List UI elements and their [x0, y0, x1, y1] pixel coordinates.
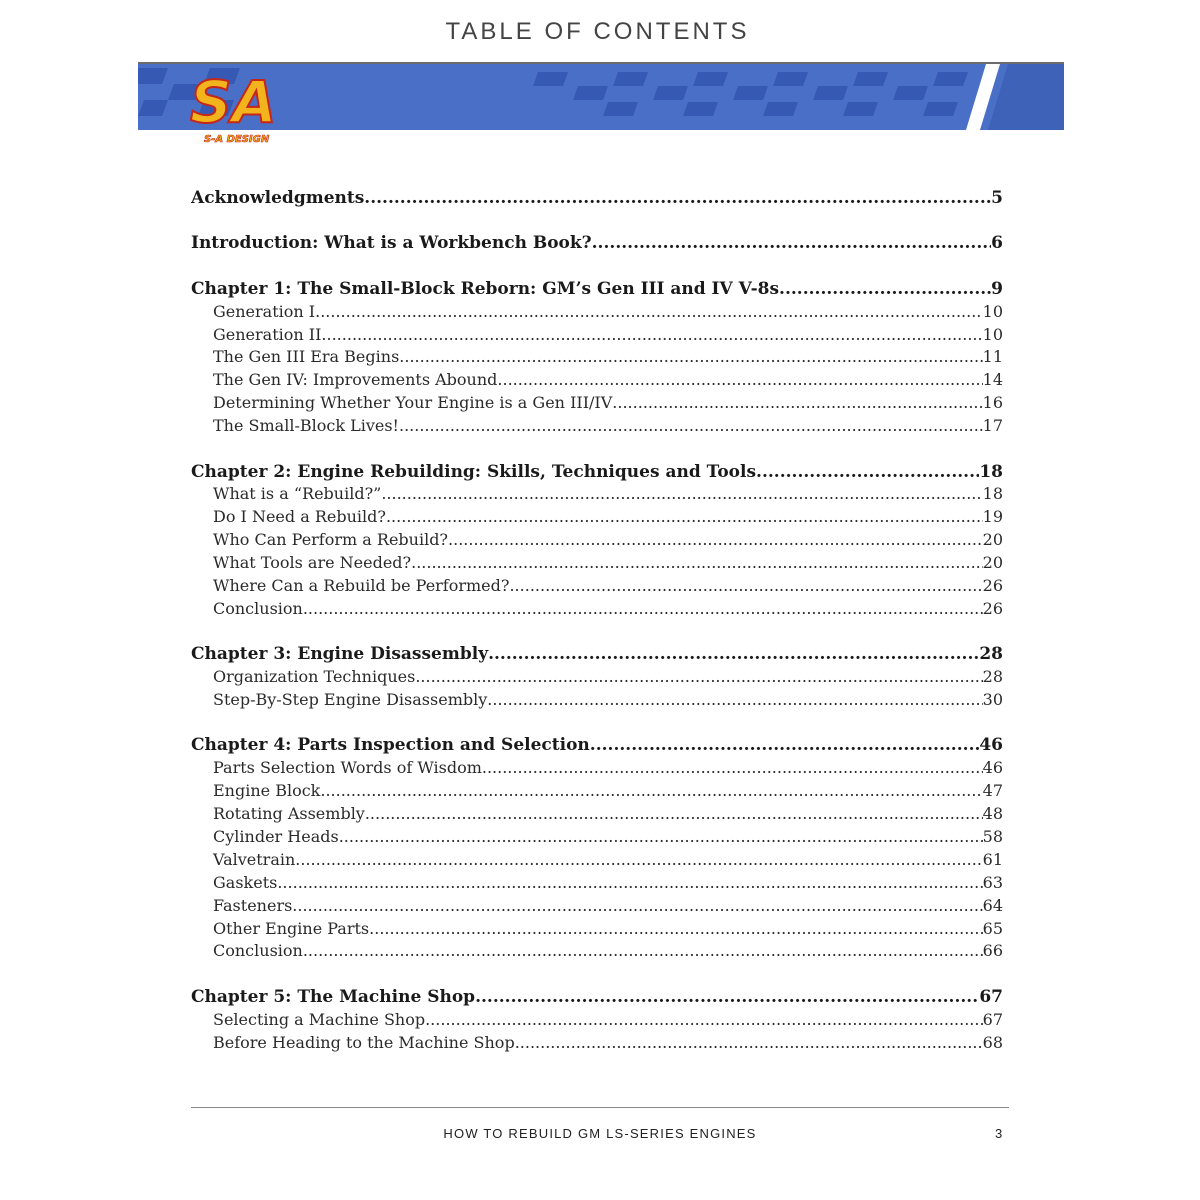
table-of-contents	[191, 188, 1003, 1078]
toc-chapter-entry[interactable]	[191, 987, 1003, 1010]
toc-entry-title: Chapter 2: Engine Rebuilding: Skills, Techniques and Tools	[191, 461, 757, 482]
banner-graphic	[138, 62, 1064, 144]
dot-leader	[756, 462, 979, 482]
dot-leader	[487, 690, 982, 709]
toc-page-number: 26	[982, 598, 1003, 618]
dot-leader	[592, 233, 992, 253]
dot-leader	[475, 987, 979, 1007]
toc-chapter-entry[interactable]	[191, 188, 1003, 211]
toc-entry-title: Conclusion	[213, 598, 303, 618]
toc-entry-title: What is a “Rebuild?”	[213, 484, 382, 504]
dot-leader	[365, 804, 983, 823]
toc-page-number: 48	[982, 804, 1003, 824]
dot-leader	[612, 393, 982, 412]
toc-entry-title: Gaskets	[213, 872, 278, 892]
toc-entry-title: Parts Selection Words of Wisdom	[213, 758, 482, 778]
toc-page-number: 65	[982, 918, 1003, 938]
toc-entry-title: Chapter 1: The Small-Block Reborn: GM’s Gen III and IV V-8s	[191, 278, 780, 299]
toc-subentry[interactable]	[191, 484, 1003, 507]
toc-page-number: 26	[982, 575, 1003, 595]
toc-entry-title: Chapter 5: The Machine Shop	[191, 986, 476, 1007]
toc-chapter-entry[interactable]	[191, 233, 1003, 256]
toc-page-number: 20	[982, 553, 1003, 573]
toc-entry-title: Fasteners	[213, 895, 293, 915]
toc-page-number: 9	[991, 278, 1003, 299]
toc-entry-title: Step-By-Step Engine Disassembly	[213, 690, 488, 710]
toc-entry-title: Generation I	[213, 301, 316, 321]
dot-leader	[482, 758, 983, 777]
toc-entry-title: Organization Techniques	[213, 667, 416, 687]
dot-leader	[509, 576, 982, 595]
toc-entry-title: Cylinder Heads	[213, 826, 339, 846]
dot-leader	[277, 873, 982, 892]
toc-page-number: 46	[982, 758, 1003, 778]
toc-subentry[interactable]	[191, 850, 1003, 873]
toc-page-number: 10	[982, 324, 1003, 344]
toc-entry-title: The Gen III Era Begins	[213, 347, 400, 367]
toc-entry-title: Conclusion	[213, 941, 303, 961]
toc-subentry[interactable]	[191, 302, 1003, 325]
toc-subentry[interactable]	[191, 804, 1003, 827]
toc-entry-title: Chapter 3: Engine Disassembly	[191, 644, 489, 665]
toc-page-number: 18	[979, 461, 1003, 482]
toc-entry-title: Who Can Perform a Rebuild?	[213, 530, 449, 550]
toc-chapter-entry[interactable]	[191, 644, 1003, 667]
toc-subentry[interactable]	[191, 530, 1003, 553]
dot-leader	[369, 919, 983, 938]
toc-subentry[interactable]	[191, 941, 1003, 964]
dot-leader	[381, 484, 982, 503]
dot-leader	[448, 530, 983, 549]
toc-subentry[interactable]	[191, 919, 1003, 942]
toc-page-number: 58	[982, 826, 1003, 846]
toc-subentry[interactable]	[191, 576, 1003, 599]
toc-entry-title: Chapter 4: Parts Inspection and Selection	[191, 735, 590, 756]
logo-text: SA	[190, 68, 277, 136]
dot-leader	[497, 370, 982, 389]
dot-leader	[590, 735, 980, 755]
toc-entry-title: Other Engine Parts	[213, 918, 370, 938]
toc-page-number: 67	[979, 986, 1003, 1007]
toc-page-number: 68	[982, 1032, 1003, 1052]
toc-section	[191, 987, 1003, 1056]
toc-entry-title: Introduction: What is a Workbench Book?	[191, 233, 592, 254]
toc-subentry[interactable]	[191, 896, 1003, 919]
toc-page-number: 10	[982, 301, 1003, 321]
toc-page-number: 6	[991, 233, 1003, 254]
toc-page-number: 67	[982, 1009, 1003, 1029]
dot-leader	[399, 416, 983, 435]
toc-subentry[interactable]	[191, 1033, 1003, 1056]
toc-entry-title: Where Can a Rebuild be Performed?	[213, 575, 510, 595]
toc-subentry[interactable]	[191, 370, 1003, 393]
toc-chapter-entry[interactable]	[191, 279, 1003, 302]
toc-page-number: 20	[982, 530, 1003, 550]
toc-chapter-entry[interactable]	[191, 735, 1003, 758]
page-title: TABLE OF CONTENTS	[445, 18, 750, 45]
footer-page-number: 3	[995, 1126, 1003, 1141]
toc-entry-title: Determining Whether Your Engine is a Gen III/IV	[213, 393, 613, 413]
dot-leader	[411, 553, 983, 572]
toc-subentry[interactable]	[191, 781, 1003, 804]
dot-leader	[339, 827, 983, 846]
toc-page-number: 66	[982, 941, 1003, 961]
toc-entry-title: Do I Need a Rebuild?	[213, 507, 386, 527]
dot-leader	[779, 279, 991, 299]
dot-leader	[415, 667, 982, 686]
toc-entry-title: The Gen IV: Improvements Abound	[213, 370, 498, 390]
toc-subentry[interactable]	[191, 667, 1003, 690]
dot-leader	[295, 850, 982, 869]
dot-leader	[320, 781, 982, 800]
dot-leader	[399, 347, 982, 366]
toc-page-number: 61	[982, 849, 1003, 869]
toc-page-number: 11	[982, 347, 1003, 367]
toc-page-number: 19	[982, 507, 1003, 527]
toc-page-number: 46	[979, 735, 1003, 756]
toc-entry-title: The Small-Block Lives!	[213, 416, 399, 436]
toc-page-number: 28	[982, 667, 1003, 687]
toc-page-number: 47	[982, 781, 1003, 801]
toc-page-number: 5	[991, 188, 1003, 208]
toc-section	[191, 188, 1003, 211]
toc-entry-title: Engine Block	[213, 781, 321, 801]
toc-subentry[interactable]	[191, 758, 1003, 781]
toc-entry-title: Generation II	[213, 324, 322, 344]
dot-leader	[515, 1033, 983, 1052]
toc-subentry[interactable]	[191, 347, 1003, 370]
toc-section	[191, 735, 1003, 964]
toc-entry-title: Before Heading to the Machine Shop	[213, 1032, 515, 1052]
toc-subentry[interactable]	[191, 416, 1003, 439]
footer-divider	[191, 1107, 1009, 1108]
toc-subentry[interactable]	[191, 325, 1003, 348]
dot-leader	[303, 599, 983, 618]
dot-leader	[488, 644, 979, 664]
toc-subentry[interactable]	[191, 873, 1003, 896]
toc-section	[191, 644, 1003, 713]
toc-page-number: 64	[982, 895, 1003, 915]
footer-book-title: HOW TO REBUILD GM LS-SERIES ENGINES	[443, 1126, 757, 1141]
toc-page-number: 63	[982, 872, 1003, 892]
toc-page-number: 16	[982, 393, 1003, 413]
dot-leader	[321, 325, 982, 344]
dot-leader	[303, 941, 983, 960]
toc-subentry[interactable]	[191, 553, 1003, 576]
dot-leader	[364, 188, 991, 208]
toc-subentry[interactable]	[191, 507, 1003, 530]
sa-logo	[190, 68, 277, 144]
dot-leader	[292, 896, 982, 915]
toc-entry-title: Valvetrain	[213, 849, 296, 869]
toc-subentry[interactable]	[191, 393, 1003, 416]
toc-page-number: 30	[982, 690, 1003, 710]
toc-page-number: 18	[982, 484, 1003, 504]
toc-page-number: 14	[982, 370, 1003, 390]
toc-page-number: 28	[979, 644, 1003, 665]
toc-section	[191, 462, 1003, 622]
toc-subentry[interactable]	[191, 599, 1003, 622]
toc-section	[191, 233, 1003, 256]
toc-subentry[interactable]	[191, 690, 1003, 713]
toc-entry-title: Rotating Assembly	[213, 804, 365, 824]
header-banner	[138, 62, 1064, 144]
toc-page-number: 17	[982, 416, 1003, 436]
toc-subentry[interactable]	[191, 827, 1003, 850]
dot-leader	[425, 1010, 983, 1029]
dot-leader	[315, 302, 983, 321]
toc-entry-title: Selecting a Machine Shop	[213, 1009, 426, 1029]
toc-entry-title: What Tools are Needed?	[213, 553, 412, 573]
logo-subtext: S-A DESIGN	[204, 134, 270, 144]
toc-subentry[interactable]	[191, 1010, 1003, 1033]
dot-leader	[386, 507, 983, 526]
toc-entry-title: Acknowledgments	[191, 188, 365, 208]
toc-section	[191, 279, 1003, 439]
toc-chapter-entry[interactable]	[191, 462, 1003, 485]
